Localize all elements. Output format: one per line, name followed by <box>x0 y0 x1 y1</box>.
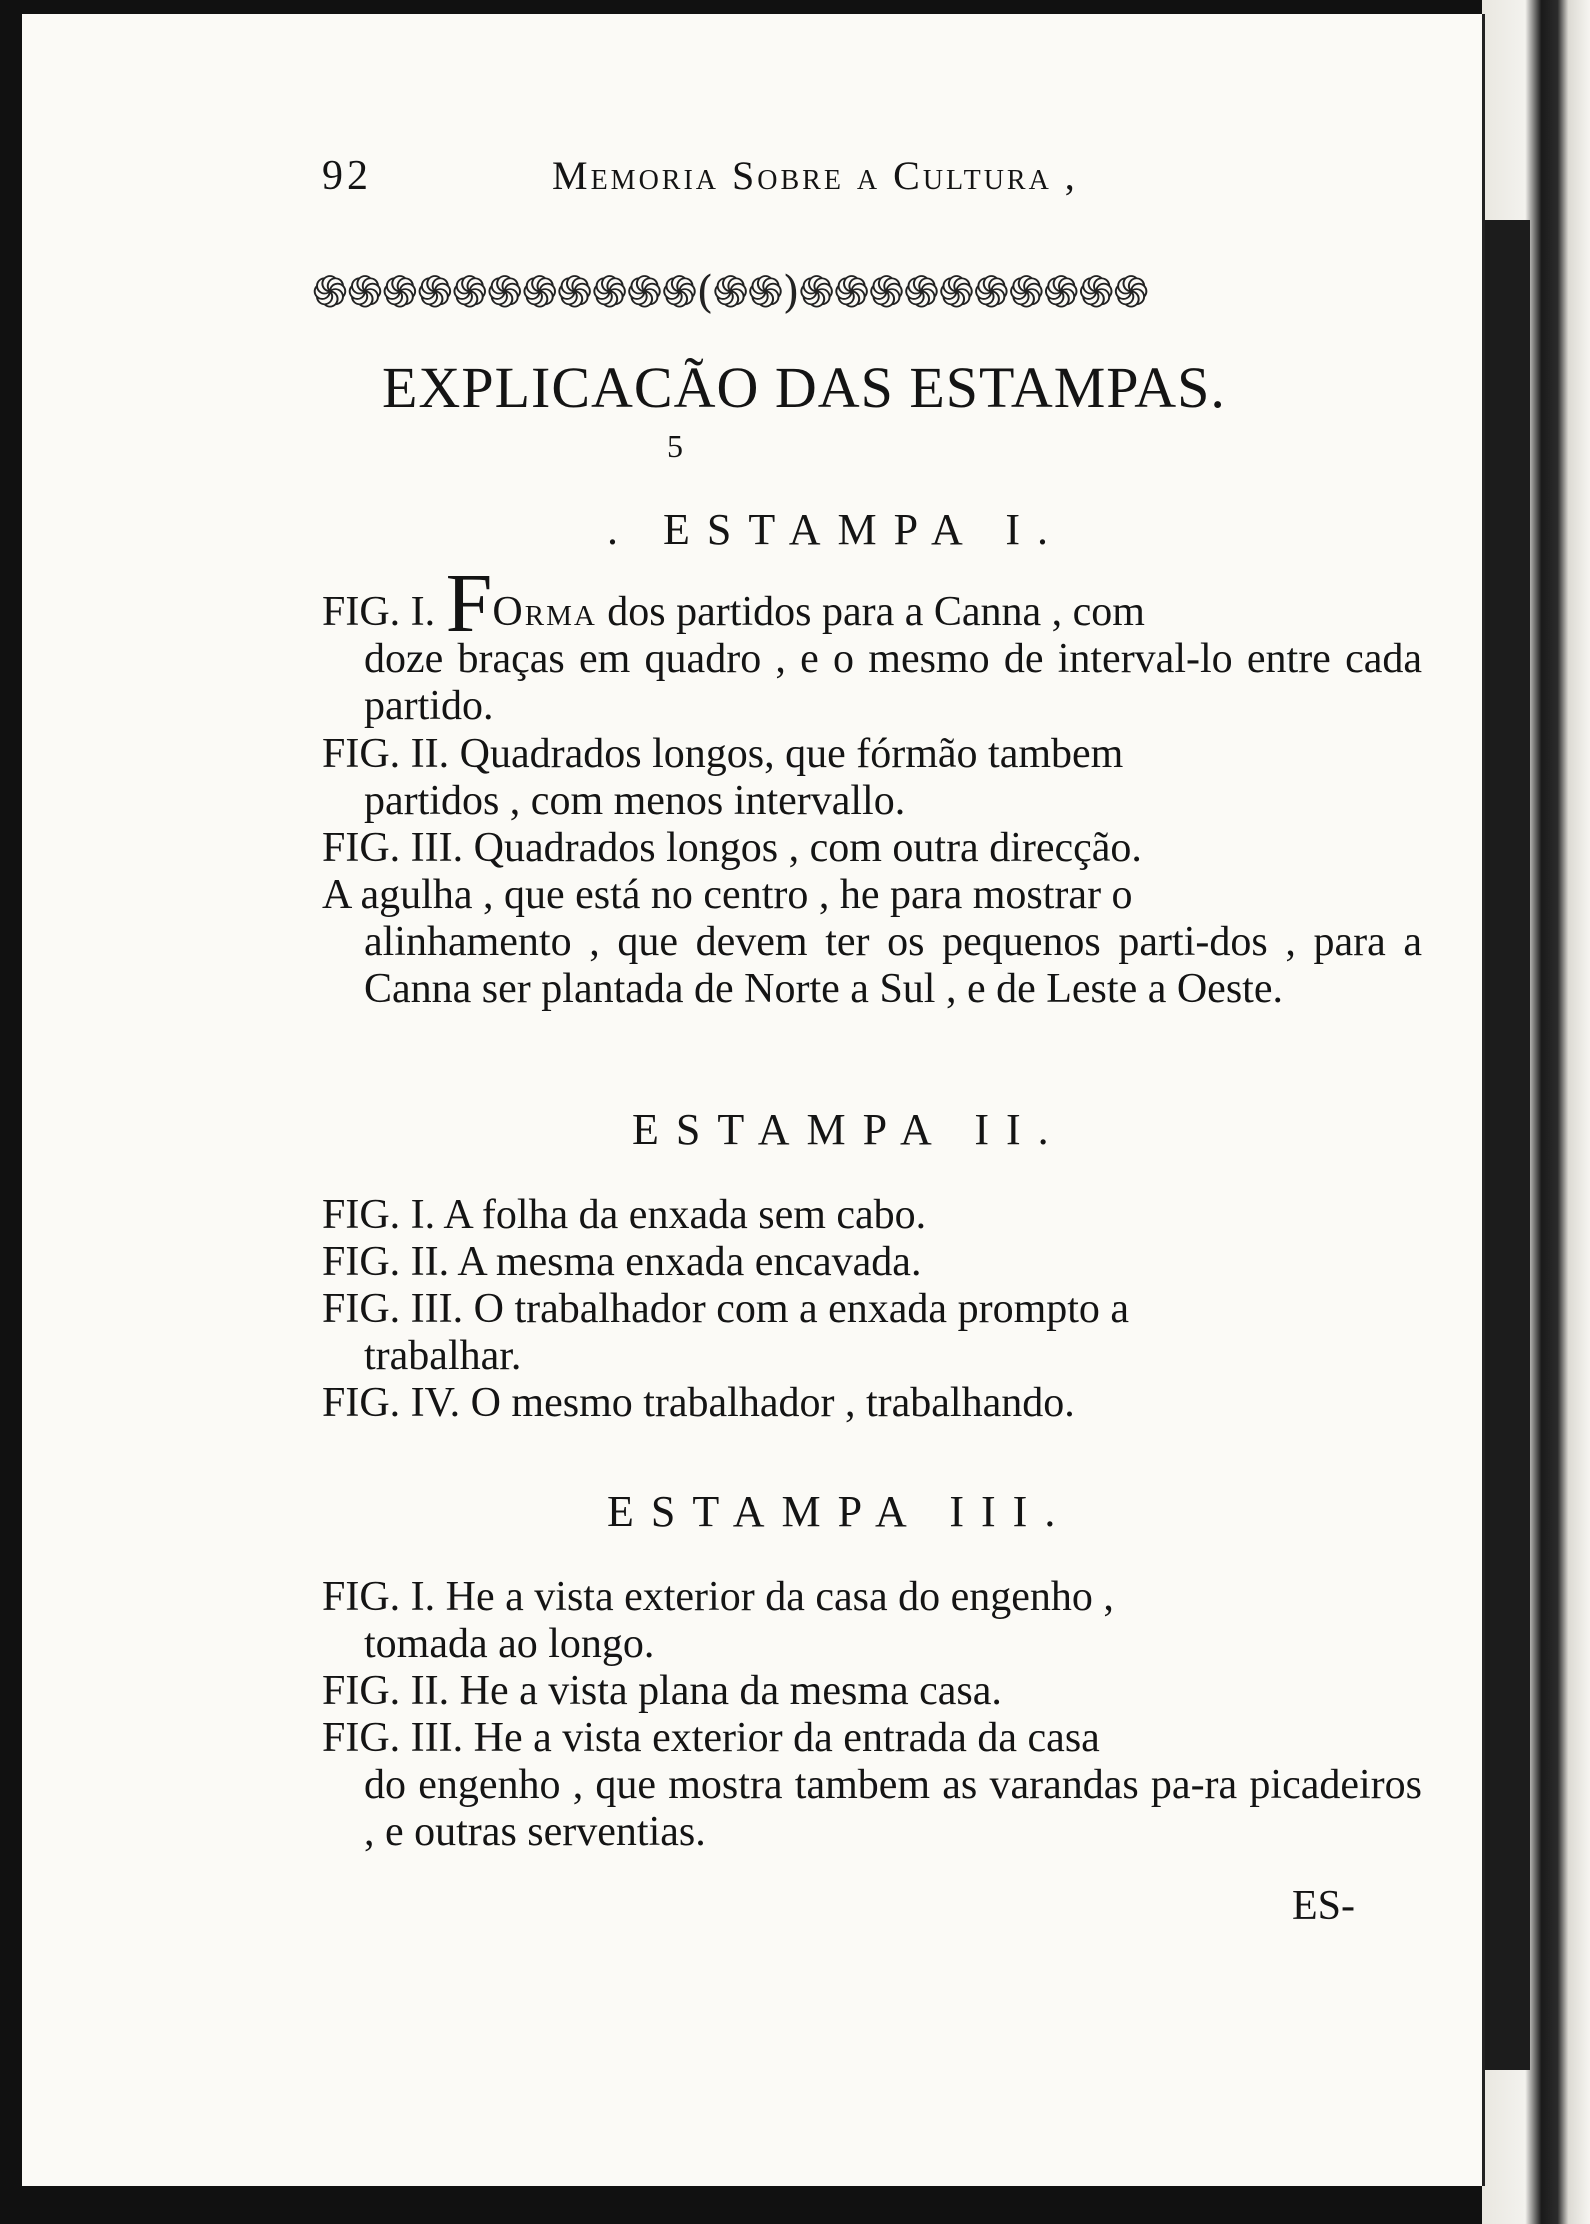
entry-estampa-2-fig-3: FIG. III. O trabalhador com a enxada prompto a trabalhar. <box>322 1286 1130 1379</box>
running-title: Memoria Sobre a Cultura , <box>552 153 1078 198</box>
entry-estampa-2-fig-1: FIG. I. A folha da enxada sem cabo. <box>322 1192 927 1238</box>
entry-estampa-1-fig-2: FIG. II. Quadrados longos, que fórmão tambem partidos , com menos intervallo. <box>322 731 1124 824</box>
entry-estampa-3-fig-2: FIG. II. He a vista plana da mesma casa. <box>322 1668 1002 1714</box>
running-head <box>322 134 1222 204</box>
section-heading-estampa-3: ESTAMPA III. <box>607 1487 1073 1536</box>
page-edge-shadow <box>1478 220 1530 2070</box>
entry-estampa-1-note: A agulha , que está no centro , he para mostrar o alinhamento , que devem ter os pequenos parti-dos , para a Canna ser plantada de Norte a Sul , e de Leste a Oeste. <box>322 872 1422 1012</box>
entry-estampa-1-fig-1: FIG. I. FOrma dos partidos para a Canna , com doze braças em quadro , e o mesmo de interval-lo entre cada partido. <box>322 557 1422 729</box>
entry-estampa-3-fig-1: FIG. I. He a vista exterior da casa do engenho , tomada ao longo. <box>322 1574 1114 1667</box>
entry-estampa-2-fig-4: FIG. IV. O mesmo trabalhador , trabalhando. <box>322 1380 1075 1426</box>
section-heading-estampa-1: . ESTAMPA I. <box>607 505 1066 554</box>
entry-estampa-3-fig-3: FIG. III. He a vista exterior da entrada da casa do engenho , que mostra tambem as varandas pa-ra picadeiros , e outras serventias. <box>322 1715 1422 1855</box>
entry-estampa-2-fig-2: FIG. II. A mesma enxada encavada. <box>322 1239 922 1285</box>
book-page <box>22 14 1485 2186</box>
printer-mark: 5 <box>667 428 683 464</box>
drop-cap: F <box>445 557 493 650</box>
ornament-rule: ֍֍֍֍֍֍֍֍֍֍֍(֍֍)֍֍֍֍֍֍֍֍֍֍ <box>312 267 1149 318</box>
entry-estampa-1-fig-3: FIG. III. Quadrados longos , com outra direcção. <box>322 825 1142 871</box>
catchword: ES- <box>1292 1883 1355 1929</box>
page-number: 92 <box>322 153 372 199</box>
section-heading-estampa-2: ESTAMPA II. <box>632 1105 1066 1154</box>
page-heading: EXPLICACÃO DAS ESTAMPAS. <box>382 355 1226 420</box>
